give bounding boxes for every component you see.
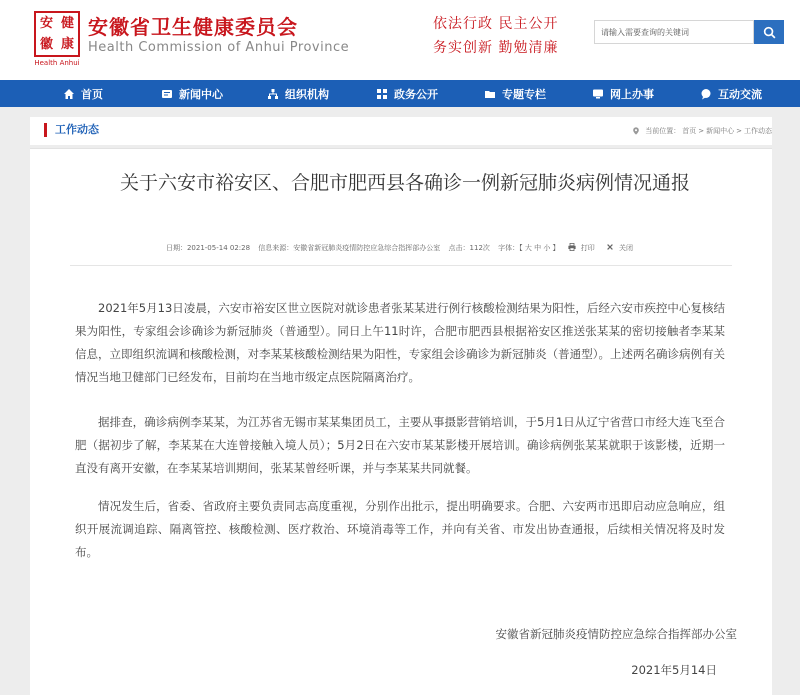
nav-label: 组织机构 bbox=[285, 87, 329, 101]
nav-label: 网上办事 bbox=[610, 87, 654, 101]
search-icon bbox=[763, 26, 776, 39]
breadcrumb bbox=[632, 126, 772, 136]
logo-char: 徽 bbox=[39, 37, 53, 52]
search-button[interactable] bbox=[754, 20, 784, 44]
print-label: 打印 bbox=[580, 244, 595, 252]
logo-char: 康 bbox=[60, 37, 74, 52]
nav-label: 首页 bbox=[81, 87, 103, 101]
computer-icon bbox=[592, 88, 604, 100]
breadcrumb-separator: > bbox=[736, 127, 742, 135]
breadcrumb-link-current[interactable]: 工作动态 bbox=[744, 127, 772, 135]
breadcrumb-bar bbox=[30, 117, 772, 145]
logo-char: 安 bbox=[39, 16, 53, 31]
site-subtitle: Health Commission of Anhui Province bbox=[88, 40, 350, 55]
slogan-line-1: 依法行政 民主公开 bbox=[433, 16, 559, 32]
divider bbox=[70, 265, 732, 266]
location-icon bbox=[632, 127, 640, 135]
close-label: 关闭 bbox=[619, 244, 634, 252]
logo-caption: Health Anhui bbox=[34, 59, 80, 67]
search-input[interactable] bbox=[594, 20, 754, 44]
logo-char: 健 bbox=[60, 16, 74, 31]
font-size-control[interactable]: 字体：【 大 中 小 】 bbox=[498, 244, 560, 252]
print-button[interactable] bbox=[568, 244, 598, 252]
nav-item-gov[interactable] bbox=[376, 80, 438, 107]
article-hits: 点击：112次 bbox=[448, 244, 490, 252]
nav-item-services[interactable] bbox=[592, 80, 654, 107]
article-panel bbox=[30, 148, 772, 695]
article-source: 信息来源：安徽省新冠肺炎疫情防控应急综合指挥部办公室 bbox=[258, 244, 441, 252]
site-title: 安徽省卫生健康委员会 bbox=[88, 15, 298, 39]
article-paragraph: 据排查，确诊病例李某某，为江苏省无锡市某某集团员工，主要从事摄影营销培训，于5月1日从辽宁省营口市经大连飞至合肥（据初步了解，李某某在大连曾接触入境人员）；5月2日在六安市某某影楼开展培训。确诊病例张某某就职于该影楼，近期一直没有离开安徽，在李某某培训期间，张某某曾经听课，并与李某某共同就餐。 bbox=[75, 415, 725, 475]
news-icon bbox=[161, 88, 173, 100]
section-title: 工作动态 bbox=[44, 123, 99, 137]
article-sign-date: 2021年5月14日 bbox=[631, 663, 717, 677]
article-title: 关于六安市裕安区、合肥市肥西县各确诊一例新冠肺炎病例情况通报 bbox=[119, 172, 690, 194]
nav-item-org[interactable] bbox=[267, 80, 329, 107]
breadcrumb-link-home[interactable]: 首页 bbox=[682, 127, 697, 135]
nav-label: 专题专栏 bbox=[502, 87, 546, 101]
close-icon bbox=[606, 243, 614, 251]
print-icon bbox=[568, 243, 576, 251]
home-icon bbox=[63, 88, 75, 100]
nav-label: 政务公开 bbox=[394, 87, 438, 101]
article-paragraph: 情况发生后，省委、省政府主要负责同志高度重视，分别作出批示，提出明确要求。合肥、六安两市迅即启动应急响应，组织开展流调追踪、隔离管控、核酸检测、医疗救治、环境消毒等工作，并向有关省、市发出协查通报，后续相关情况将及时发布。 bbox=[75, 499, 725, 559]
article-date: 日期：2021-05-14 02:28 bbox=[165, 244, 251, 252]
grid-icon bbox=[376, 88, 388, 100]
nav-item-home[interactable] bbox=[63, 80, 103, 107]
slogan-line-2: 务实创新 勤勉清廉 bbox=[433, 40, 559, 56]
article-meta bbox=[30, 243, 772, 253]
nav-label: 互动交流 bbox=[718, 87, 762, 101]
nav-item-interact[interactable] bbox=[700, 80, 762, 107]
article-paragraph: 2021年5月13日凌晨，六安市裕安区世立医院对就诊患者张某某进行例行核酸检测结果为阳性，后经六安市疾控中心复核结果为阳性，专家组会诊确诊为新冠肺炎（普通型）。同日上午11时许，合肥市肥西县根据裕安区推送张某某的密切接触者李某某信息，立即组织流调和核酸检测，对李某某核酸检测结果为阳性，专家组会诊确诊为新冠肺炎（普通型）。上述两名确诊病例有关情况当地卫健部门已经发布，目前均在当地市级定点医院隔离治疗。 bbox=[75, 301, 725, 384]
site-logo[interactable] bbox=[34, 11, 80, 57]
nav-item-news[interactable] bbox=[161, 80, 223, 107]
site-header bbox=[0, 0, 800, 80]
chat-icon bbox=[700, 88, 712, 100]
breadcrumb-separator: > bbox=[698, 127, 705, 135]
breadcrumb-link-news[interactable]: 新闻中心 bbox=[706, 127, 735, 135]
org-chart-icon bbox=[267, 88, 279, 100]
location-label: 当前位置： bbox=[645, 127, 681, 135]
folder-icon bbox=[484, 88, 496, 100]
nav-item-topics[interactable] bbox=[484, 80, 546, 107]
nav-label: 新闻中心 bbox=[179, 87, 223, 101]
close-button[interactable] bbox=[606, 244, 636, 252]
main-nav bbox=[0, 80, 800, 107]
article-signature: 安徽省新冠肺炎疫情防控应急综合指挥部办公室 bbox=[495, 627, 737, 641]
